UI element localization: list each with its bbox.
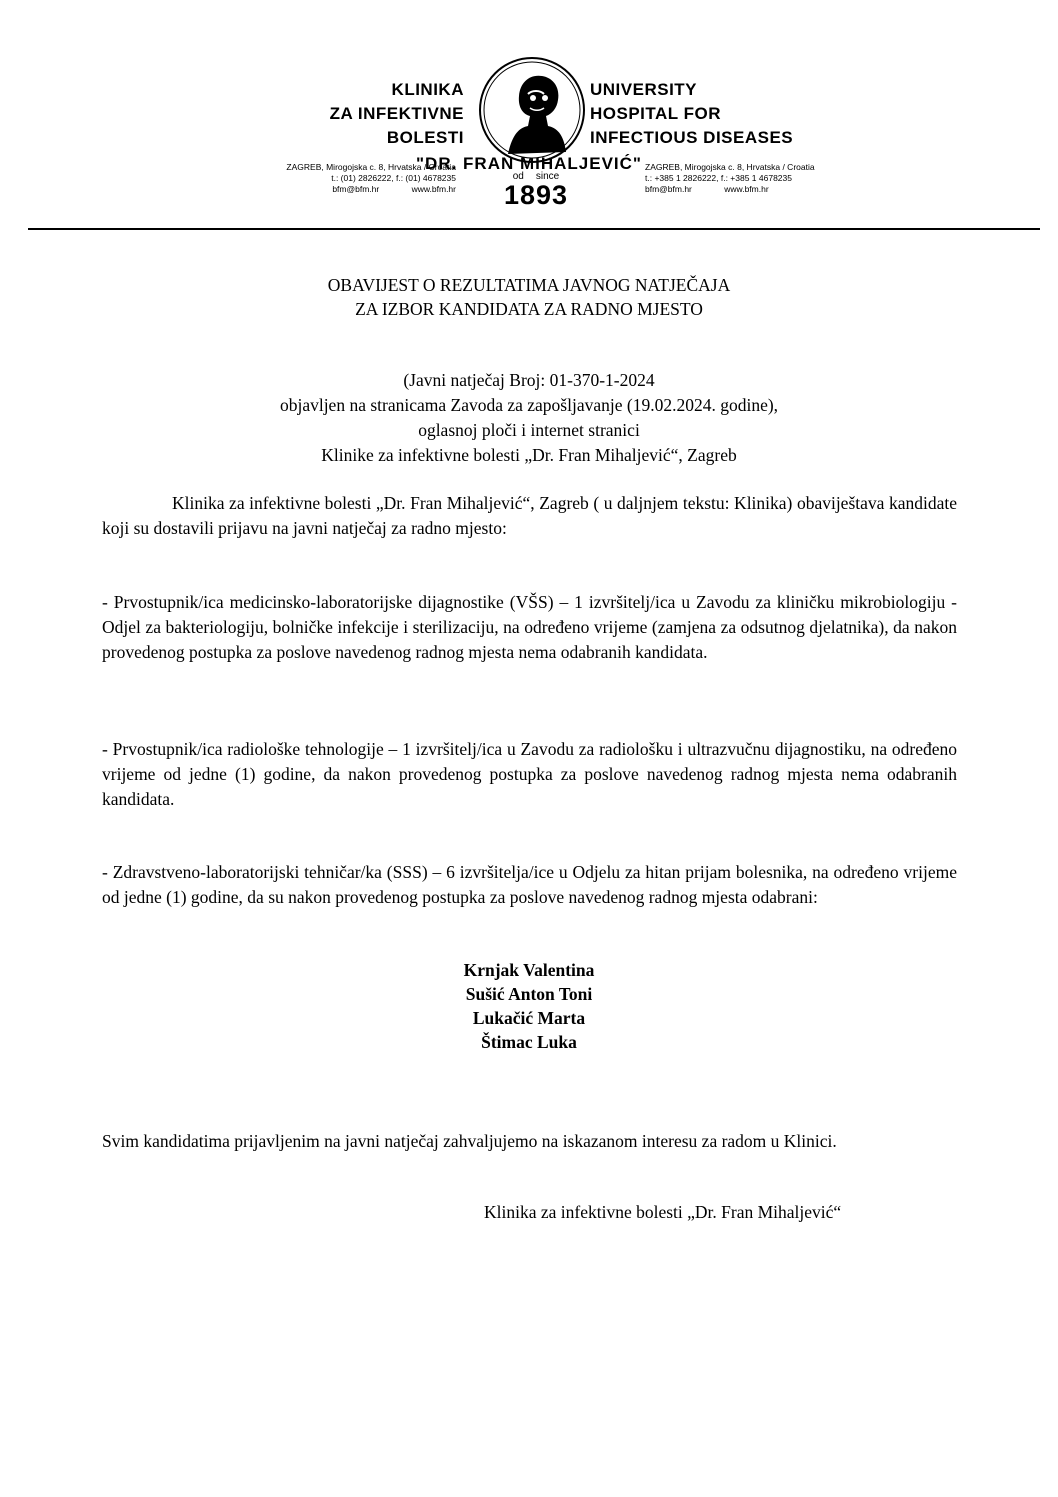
od-label: od bbox=[512, 171, 524, 182]
hospital-logo-icon bbox=[478, 56, 586, 164]
founding-year: 1893 bbox=[503, 180, 569, 210]
contact-web: www.bfm.hr bbox=[724, 184, 769, 194]
contact-address: ZAGREB, Mirogojska c. 8, Hrvatska / Croatia bbox=[286, 162, 456, 172]
contact-address: ZAGREB, Mirogojska c. 8, Hrvatska / Croatia bbox=[645, 162, 815, 172]
since-label: since bbox=[535, 171, 560, 182]
position-paragraph: - Prvostupnik/ica medicinsko-laboratorijske dijagnostike (VŠS) – 1 izvršitelj/ica u Zavodu za kliničku mikrobiologiju - Odjel za bakteriologiju, bolničke infekcije i sterilizaciju, na određeno vrijeme (zamjena za odsutnog djelatnika), da nakon provedenog postupka za poslove navedenog radnog mjesta nema odabranih kandidata. bbox=[102, 592, 957, 662]
letterhead-left-line: KLINIKA bbox=[391, 80, 464, 99]
publication-line: objavljen na stranicama Zavoda za zapošljavanje (19.02.2024. godine), bbox=[279, 395, 779, 415]
candidate-name: Sušić Anton Toni bbox=[465, 984, 593, 1004]
document-title bbox=[0, 273, 1058, 321]
thanks-paragraph: Svim kandidatima prijavljenim na javni natječaj zahvaljujemo na iskazanom interesu za radom u Klinici. bbox=[102, 1131, 837, 1151]
signature: Klinika za infektivne bolesti „Dr. Fran Mihaljević“ bbox=[484, 1202, 842, 1222]
candidate-name: Lukačić Marta bbox=[472, 1008, 586, 1028]
letterhead-right-block bbox=[590, 78, 793, 150]
letterhead-left-line: ZA INFEKTIVNE bbox=[329, 104, 464, 123]
title-line: OBAVIJEST O REZULTATIMA JAVNOG NATJEČAJA bbox=[327, 275, 731, 295]
intro-paragraph: Klinika za infektivne bolesti „Dr. Fran Mihaljević“, Zagreb ( u daljnjem tekstu: Klinika) obaviještava kandidate koji su dostavili prijavu na javni natječaj za radno mjesto: bbox=[102, 493, 957, 538]
contact-phone: t.: +385 1 2826222, f.: +385 1 4678235 bbox=[645, 173, 792, 183]
position-paragraph: - Zdravstveno-laboratorijski tehničar/ka (SSS) – 6 izvršitelja/ice u Odjelu za hitan prijam bolesnika, na određeno vrijeme od jedne (1) godine, da su nakon provedenog postupka za poslove navedenog radnog mjesta odabrani: bbox=[102, 862, 957, 907]
selected-candidates-list bbox=[0, 958, 1058, 1054]
letterhead-left-line: BOLESTI bbox=[386, 128, 464, 147]
publication-info bbox=[0, 368, 1058, 468]
candidate-name: Štimac Luka bbox=[481, 1032, 577, 1052]
contact-right bbox=[645, 162, 815, 195]
header-divider bbox=[28, 228, 1040, 230]
contact-left bbox=[286, 162, 456, 195]
contact-email: bfm@bfm.hr bbox=[332, 184, 380, 194]
contact-phone: t.: (01) 2826222, f.: (01) 4678235 bbox=[331, 173, 456, 183]
letterhead-right-line: UNIVERSITY bbox=[590, 80, 698, 99]
letterhead-left-block bbox=[330, 78, 464, 150]
contact-email: bfm@bfm.hr bbox=[645, 184, 692, 194]
letterhead-right-line: INFECTIOUS DISEASES bbox=[590, 128, 794, 147]
letterhead-right-line: HOSPITAL FOR bbox=[590, 104, 721, 123]
publication-line: (Javni natječaj Broj: 01-370-1-2024 bbox=[403, 370, 655, 390]
publication-line: oglasnoj ploči i internet stranici bbox=[418, 420, 640, 440]
candidate-name: Krnjak Valentina bbox=[463, 960, 595, 980]
position-paragraph: - Prvostupnik/ica radiološke tehnologije – 1 izvršitelj/ica u Zavodu za radiološku i ultrazvučnu dijagnostiku, na određeno vrijeme od jedne (1) godine, da nakon provedenog postupka za poslove navedenog radnog mjesta nema odabranih kandidata. bbox=[102, 739, 957, 809]
hospital-name: "DR. FRAN MIHALJEVIĆ" bbox=[415, 154, 642, 173]
publication-line: Klinike za infektivne bolesti „Dr. Fran Mihaljević“, Zagreb bbox=[321, 445, 737, 465]
contact-web: www.bfm.hr bbox=[411, 184, 456, 194]
title-line: ZA IZBOR KANDIDATA ZA RADNO MJESTO bbox=[355, 299, 703, 319]
